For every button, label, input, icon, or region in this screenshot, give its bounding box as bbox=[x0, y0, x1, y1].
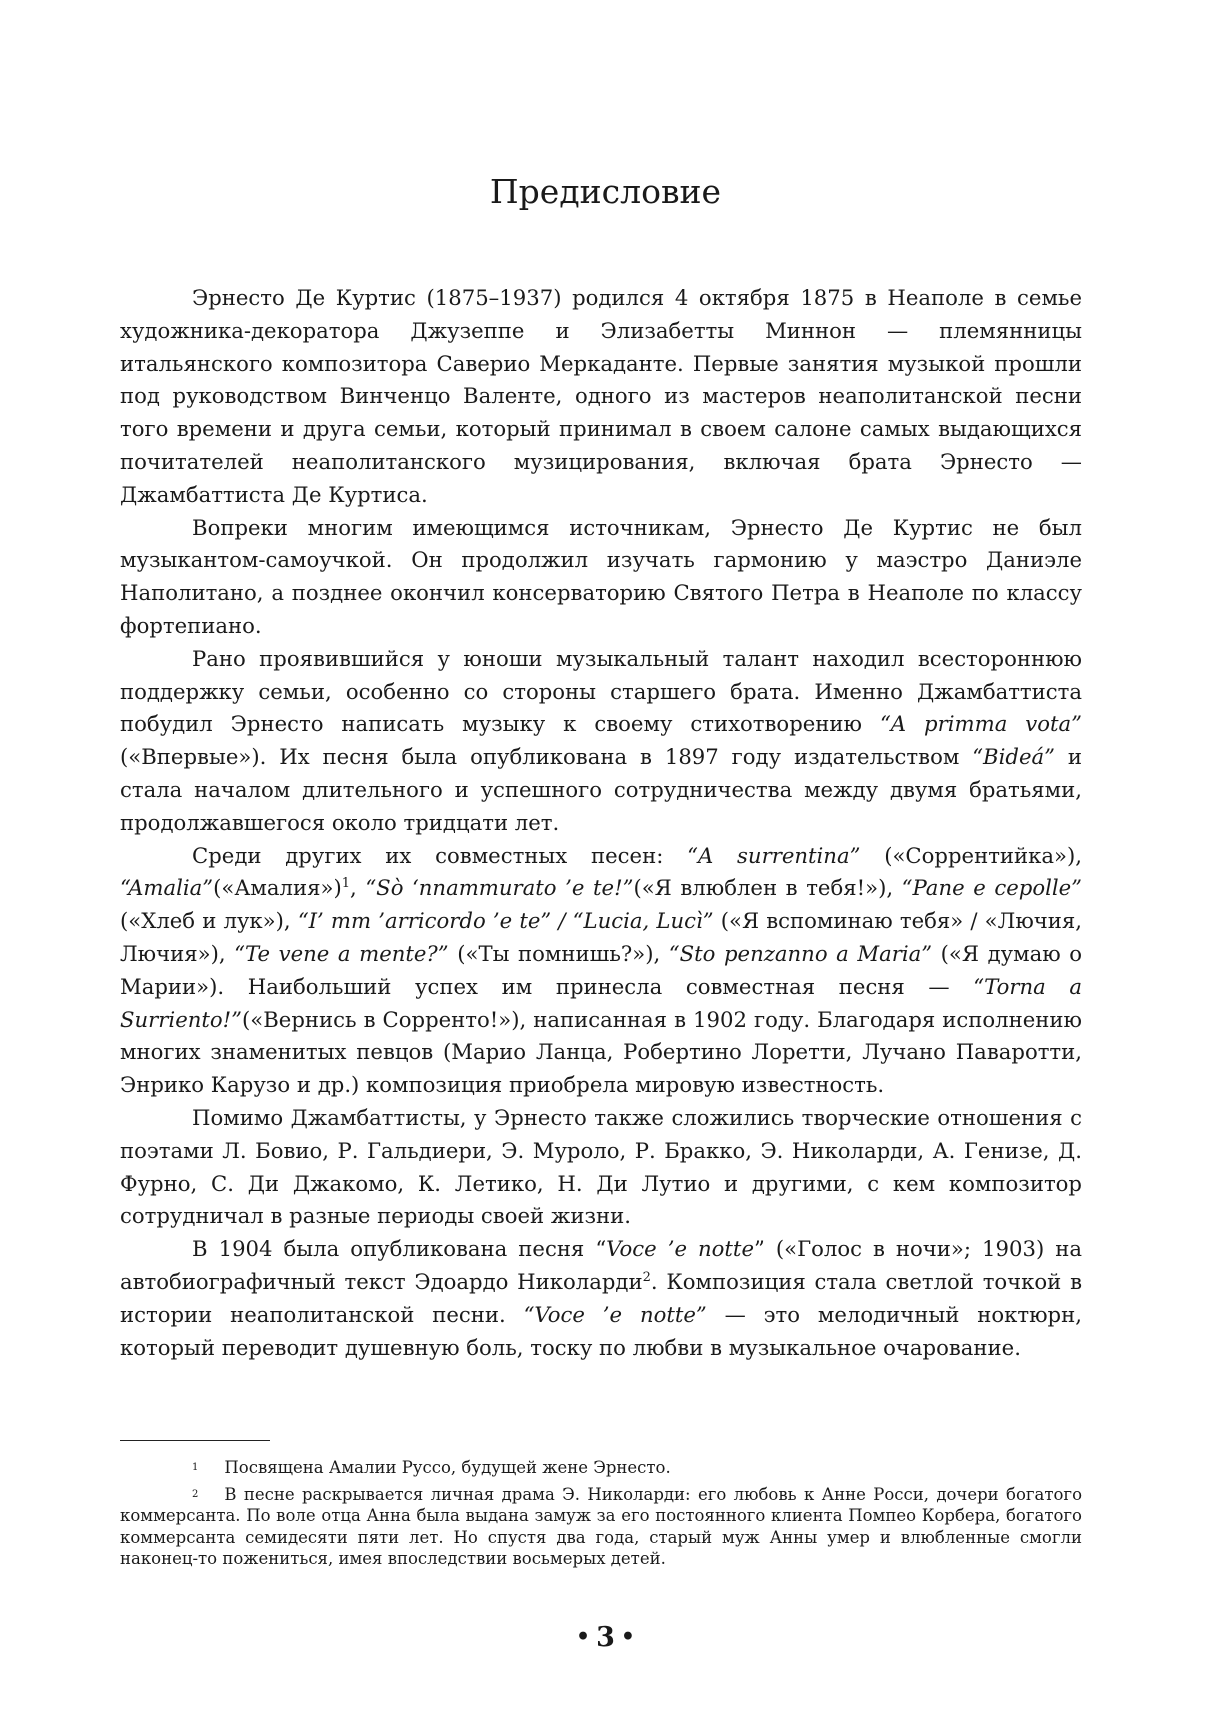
song-title: “Sto penzanno a Maria” bbox=[668, 940, 933, 966]
footnotes bbox=[120, 1457, 1082, 1575]
text-run: Помимо Джамбаттисты, у Эрнесто также сложились творческие отношения с поэтами Л. Бовио, Р. Гальдиери, Э. Муроло, Р. Бракко, Э. Николарди, А. Генизе, Д. Фурно, С. Ди Джакомо, К. Летико, Н. Ди Лутио и другими, с кем композитор сотрудничал в разные периоды своей жизни. bbox=[120, 1104, 1082, 1229]
song-title: “Torna a Surriento!” bbox=[120, 973, 1082, 1032]
song-title: “Bideá” bbox=[972, 744, 1055, 770]
text-run: , bbox=[350, 875, 366, 901]
text-run: («Я вспоминаю тебя» / «Лючия, Лючия»), bbox=[120, 908, 1082, 966]
song-title: “Sò ‘nnammurato ’e te!” bbox=[365, 875, 634, 901]
text-run: («Я влюблен в тебя!»), bbox=[633, 875, 902, 901]
song-title: Voce ’e notte bbox=[606, 1236, 754, 1262]
text-run: Рано проявившийся у юноши музыкальный талант находил всестороннюю поддержку семьи, особенно со стороны старшего брата. Именно Джамбаттиста побудил Эрнесто написать музыку к своему стихотворению bbox=[120, 645, 1082, 737]
song-title: “I’ mm ’arricordo ’e te” / “Lucia, Lucì” bbox=[297, 908, 714, 934]
text-run: («Я думаю о Марии»). Наибольший успех им принесла совместная песня — bbox=[120, 940, 1082, 999]
footnote-ref: 1 bbox=[341, 876, 350, 892]
song-title: “Pane e cepolle” bbox=[901, 875, 1083, 901]
song-title: “Te vene a mente?” bbox=[234, 940, 449, 966]
footnote bbox=[120, 1457, 1082, 1479]
song-title: “A primma vota” bbox=[879, 711, 1082, 737]
text-run: ” («Голос в ночи»; 1903) на автобиографичный текст Эдоардо Николарди bbox=[120, 1236, 1083, 1294]
footnote-text: В песне раскрывается личная драма Э. Николарди: его любовь к Анне Росси, дочери богатого коммерсанта. По воле отца Анна была выдана замуж за его постоянного клиента Помпео Корбера, богатого коммерсанта семидесяти пяти лет. Но спустя два года, старый муж Анны умер и влюбленные смогли наконец-то пожениться, имея впоследствии восьмерых детей. bbox=[120, 1484, 1082, 1569]
text-run: и стала началом длительного и успешного сотрудничества между двумя братьями, продолжавшегося около тридцати лет. bbox=[120, 744, 1082, 835]
song-title: “Voce ’e notte” bbox=[523, 1301, 707, 1327]
bullet-icon: • bbox=[620, 1624, 635, 1650]
bullet-icon: • bbox=[576, 1624, 591, 1650]
text-run: («Хлеб и лук»), bbox=[120, 908, 298, 934]
text-run: («Соррентийка»), bbox=[860, 842, 1082, 868]
page-number-value: 3 bbox=[596, 1622, 615, 1653]
text-run: — это мелодичный ноктюрн, который переводит душевную боль, тоску по любви в музыкальное очарование. bbox=[120, 1301, 1082, 1360]
footnote-ref: 2 bbox=[642, 1269, 651, 1285]
body-text bbox=[120, 282, 1082, 1364]
song-title: “A surrentina” bbox=[687, 842, 861, 868]
paragraph bbox=[120, 840, 1082, 1102]
footnote bbox=[120, 1484, 1082, 1570]
footnote-number: 1 bbox=[192, 1462, 199, 1473]
text-run: В 1904 была опубликована песня “ bbox=[192, 1236, 607, 1262]
paragraph bbox=[120, 282, 1082, 512]
text-run: («Впервые»). Их песня была опубликована в 1897 году издательством bbox=[120, 744, 973, 770]
footnote-text: Посвящена Амалии Руссо, будущей жене Эрнесто. bbox=[224, 1458, 671, 1477]
page-title: Предисловие bbox=[489, 172, 722, 211]
text-run: («Амалия») bbox=[213, 875, 342, 901]
paragraph bbox=[120, 1102, 1082, 1233]
text-run: («Ты помнишь?»), bbox=[448, 940, 669, 966]
paragraph bbox=[120, 1233, 1082, 1364]
paragraph bbox=[120, 512, 1082, 643]
footnote-number: 2 bbox=[192, 1488, 199, 1500]
footnote-divider bbox=[120, 1440, 270, 1441]
text-run: . Композиция стала светлой точкой в истории неаполитанской песни. bbox=[120, 1268, 1082, 1327]
song-title: “Amalia” bbox=[120, 875, 214, 901]
text-run: Среди других их совместных песен: bbox=[192, 842, 688, 868]
paragraph bbox=[120, 643, 1082, 840]
page-number bbox=[0, 1622, 1211, 1653]
text-run: («Вернись в Сорренто!»), написанная в 1902 году. Благодаря исполнению многих знаменитых певцов (Марио Ланца, Робертино Лоретти, Лучано Паваротти, Энрико Карузо и др.) композиция приобрела мировую известность. bbox=[120, 1006, 1082, 1098]
text-run: Вопреки многим имеющимся источникам, Эрнесто Де Куртис не был музыкантом-самоучкой. Он продолжил изучать гармонию у маэстро Даниэле Наполитано, а позднее окончил консерваторию Святого Петра в Неаполе по классу фортепиано. bbox=[120, 514, 1082, 638]
text-run: Эрнесто Де Куртис (1875–1937) родился 4 октября 1875 в Неаполе в семье художника-декоратора Джузеппе и Элизабетты Миннон — племянницы итальянского композитора Саверио Меркаданте. Первые занятия музыкой прошли под руководством Винченцо Валенте, одного из мастеров неаполитанской песни того времени и друга семьи, который принимал в своем салоне самых выдающихся почитателей неаполитанского музицирования, включая брата Эрнесто — Джамбаттиста Де Куртиса. bbox=[120, 285, 1082, 507]
